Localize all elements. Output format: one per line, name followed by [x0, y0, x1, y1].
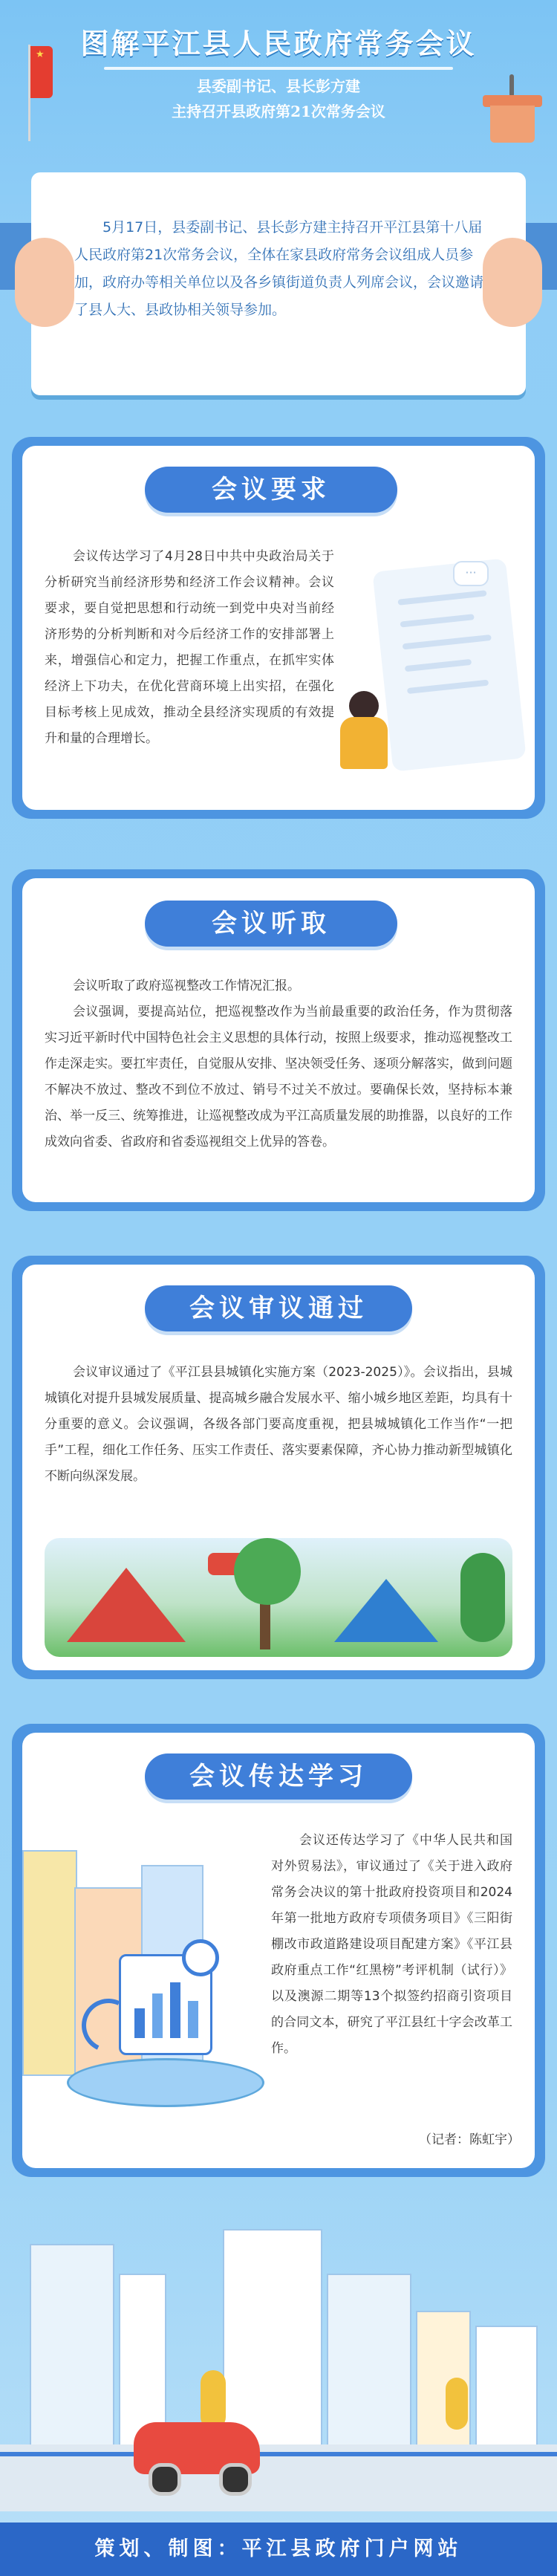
building-icon	[22, 1850, 77, 2076]
magnifier-icon	[182, 1939, 219, 1976]
left-hand-icon	[15, 238, 74, 327]
page-title: 图解平江县人民政府常务会议	[80, 27, 477, 60]
camping-illustration	[45, 1538, 512, 1657]
tree-icon	[460, 1553, 505, 1642]
building-icon	[223, 2229, 322, 2447]
subtitle-line-1: 县委副书记、县长彭方建	[197, 77, 360, 95]
building-icon	[119, 2274, 166, 2447]
wheel-icon	[219, 2463, 252, 2496]
building-icon	[327, 2274, 411, 2447]
section-body: 会议强调，要提高站位，把巡视整改作为当前最重要的政治任务，作为贯彻落实习近平新时代中国特色社会主义思想的具体行动，按照上级要求，推动巡视整改工作走深走实。要扛牢责任，自觉服从安排、坚决领受任务、逐项分解落实，做到问题不解决不放过、整改不到位不放过、销号不过关不放过。要确保长效，坚持标本兼治、举一反三、统筹推进，让巡视整改成为平江高质量发展的助推器，以良好的工作成效向省委、省政府和省委巡视组交上优异的答卷。	[45, 1005, 512, 1149]
chat-bubble-icon: ···	[453, 561, 489, 586]
building-icon	[30, 2244, 114, 2447]
star-icon: ★	[36, 49, 45, 60]
road-stripe	[0, 2452, 557, 2456]
person-head-icon	[349, 691, 379, 721]
intro-text: 5月17日，县委副书记、县长彭方建主持召开平江县第十八届人民政府第21次常务会议，全体在家县政府常务会议组成人员参加，政府办等相关单位以及各乡镇街道负责人列席会议，会议邀请了县人大、县政协相关领导参加。	[74, 219, 484, 318]
platform-base	[67, 2058, 264, 2107]
footer-credit: 策划、制图：平江县政府门户网站	[0, 2523, 557, 2576]
section-body: 会议还传达学习了《中华人民共和国对外贸易法》，审议通过了《关于进入政府常务会决议的第十批政府投资项目和2024年第一批地方政府专项债务项目》《三阳街棚改市政道路建设项目配建方案》《平江县政府重点工作“红黑榜”考评机制（试行）》以及澳源二期等13个拟签约招商引资项目的合同文本，研究了平江县红十字会改革工作。	[271, 1833, 512, 2056]
document-illustration	[372, 558, 526, 771]
microphone-icon	[509, 74, 514, 97]
tree-icon	[201, 2370, 226, 2430]
tent-icon	[67, 1568, 186, 1642]
section-body-summary: 会议听取了政府巡视整改工作情况汇报。	[73, 979, 300, 993]
podium-icon	[490, 106, 535, 143]
header	[0, 0, 557, 149]
wheel-icon	[149, 2463, 181, 2496]
tent-icon	[334, 1579, 438, 1642]
person-body-icon	[340, 717, 388, 769]
title-underline	[104, 67, 453, 70]
section-heading: 会议审议通过	[145, 1285, 412, 1331]
section-body: 会议审议通过了《平江县县城镇化实施方案（2023-2025）》。会议指出，县城城镇化对提升县城发展质量、提高城乡融合发展水平、缩小城乡地区差距，均具有十分重要的意义。会议强调，各级各部门要高度重视，把县城城镇化工作当作“一把手”工程，细化工作任务、压实工作责任、落实要素保障，齐心协力推动新型城镇化不断向纵深发展。	[45, 1365, 512, 1484]
building-icon	[475, 2326, 538, 2447]
section-body: 会议传达学习了4月28日中共中央政治局关于分析研究当前经济形势和经济工作会议精神。会议要求，要自觉把思想和行动统一到党中央对当前经济形势的分析判断和对今后经济工作的安排部署上来，增强信心和定力，把握工作重点，在抓牢实体经济上下功夫，在优化营商环境上出实招，在强化目标考核上见成效，推动全县经济实现质的有效提升和量的合理增长。	[45, 549, 334, 746]
tree-icon	[234, 1538, 301, 1605]
section-heading: 会议要求	[145, 467, 397, 513]
section-heading: 会议听取	[145, 901, 397, 947]
author-credit: （记者：陈虹宇）	[419, 2132, 520, 2147]
subtitle-line-2: 主持召开县政府第21次常务会议	[172, 103, 385, 120]
right-hand-icon	[483, 238, 542, 327]
tree-icon	[446, 2378, 468, 2430]
section-heading: 会议传达学习	[145, 1753, 412, 1800]
